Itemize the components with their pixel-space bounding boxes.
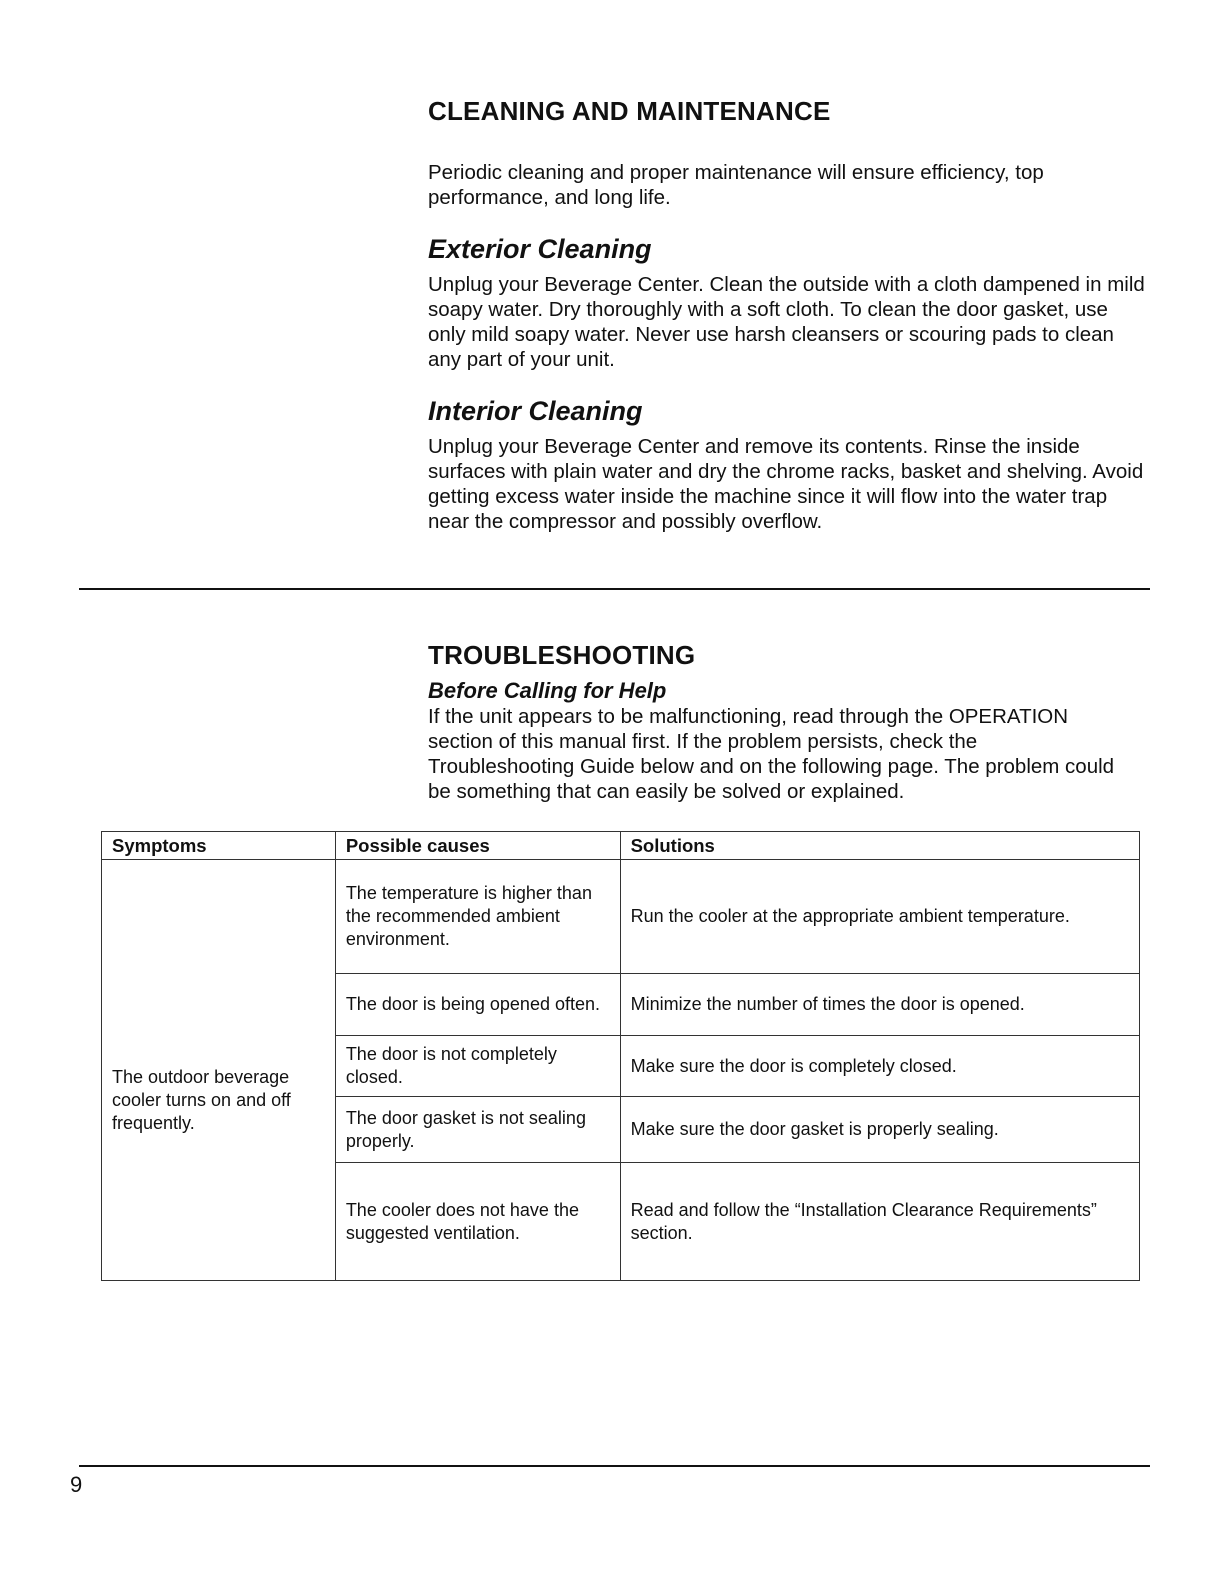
- before-calling-heading: Before Calling for Help: [428, 678, 667, 703]
- cause-cell: The door is not completely closed.: [335, 1036, 620, 1097]
- cause-cell: The door is being opened often.: [335, 974, 620, 1036]
- header-symptoms: Symptoms: [102, 832, 336, 860]
- exterior-cleaning-text: Unplug your Beverage Center. Clean the outside with a cloth dampened in mild soapy water. Dry thoroughly with a soft cloth. To clean the door gasket, use only mild soapy water. Never use harsh cleansers or scouring pads to clean any part of your unit.: [428, 273, 1145, 371]
- troubleshooting-table: [101, 831, 1140, 1281]
- solution-cell: Make sure the door gasket is properly sealing.: [620, 1097, 1139, 1163]
- exterior-cleaning-heading: Exterior Cleaning: [428, 234, 652, 264]
- page-number: 9: [70, 1472, 83, 1497]
- troubleshooting-intro: If the unit appears to be malfunctioning, read through the OPERATION section of this manual first. If the problem persists, check the Troubleshooting Guide below and on the following page. The problem could be something that can easily be solved or explained.: [428, 705, 1115, 803]
- troubleshooting-title: TROUBLESHOOTING: [428, 640, 696, 670]
- cause-cell: The door gasket is not sealing properly.: [335, 1097, 620, 1163]
- solution-cell: Run the cooler at the appropriate ambient temperature.: [620, 860, 1139, 974]
- solution-cell: Make sure the door is completely closed.: [620, 1036, 1139, 1097]
- table-header-row: [102, 832, 1140, 860]
- solution-cell: Minimize the number of times the door is opened.: [620, 974, 1139, 1036]
- interior-cleaning-heading: Interior Cleaning: [428, 396, 643, 426]
- symptom-cell: The outdoor beverage cooler turns on and off frequently.: [102, 860, 336, 1281]
- header-solutions: Solutions: [620, 832, 1139, 860]
- section-divider: [79, 588, 1150, 590]
- cleaning-intro: Periodic cleaning and proper maintenance will ensure efficiency, top performance, and long life.: [428, 161, 1044, 209]
- cleaning-title: CLEANING AND MAINTENANCE: [428, 96, 831, 126]
- interior-cleaning-text: Unplug your Beverage Center and remove its contents. Rinse the inside surfaces with plain water and dry the chrome racks, basket and shelving. Avoid getting excess water inside the machine since it will flow into the water trap near the compressor and possibly overflow.: [428, 435, 1144, 533]
- cause-cell: The cooler does not have the suggested ventilation.: [335, 1163, 620, 1281]
- solution-cell: Read and follow the “Installation Clearance Requirements” section.: [620, 1163, 1139, 1281]
- footer-rule: [79, 1465, 1150, 1467]
- cause-cell: The temperature is higher than the recommended ambient environment.: [335, 860, 620, 974]
- table-row: [102, 860, 1140, 974]
- header-possible-causes: Possible causes: [335, 832, 620, 860]
